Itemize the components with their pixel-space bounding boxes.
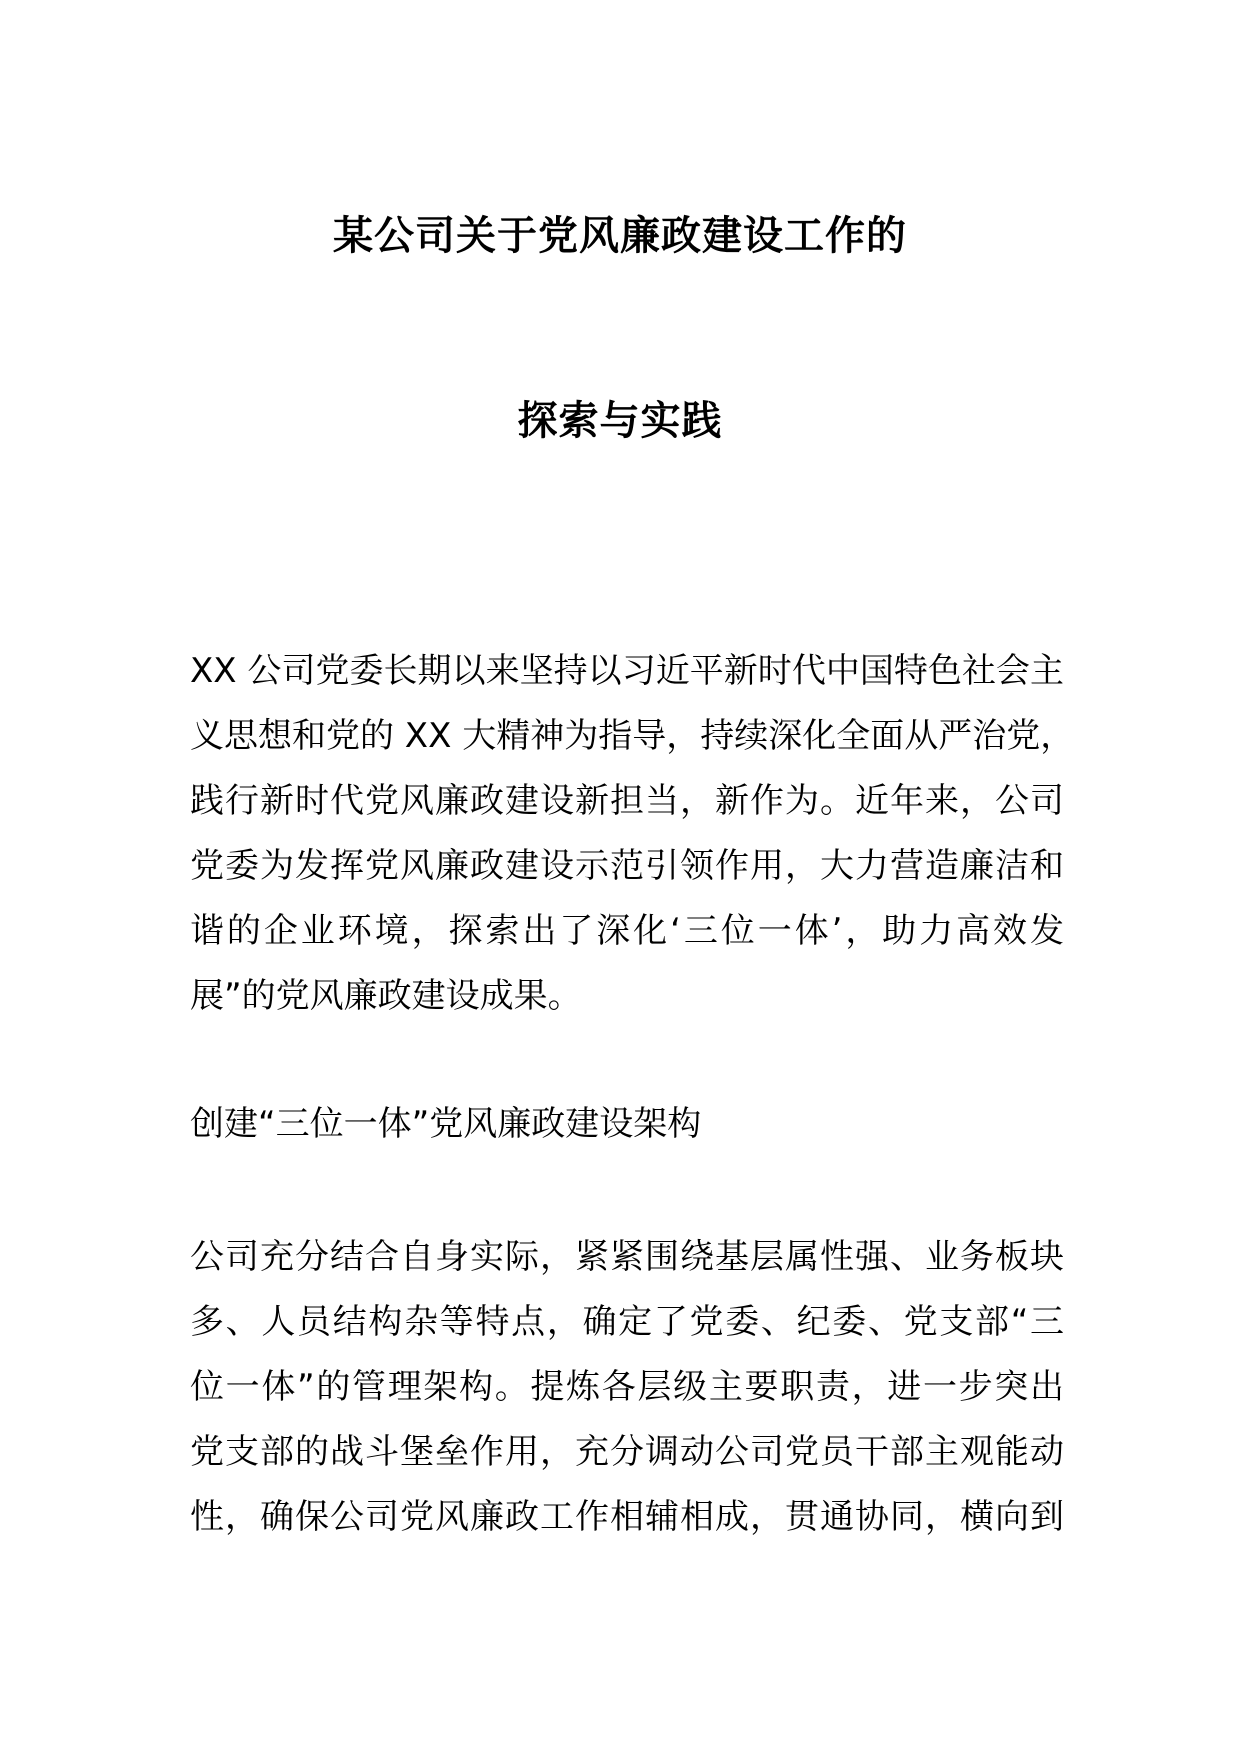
text-line: XX 公司党委长期以来坚持以习近平新时代中国特色社会主 bbox=[190, 651, 1064, 691]
text-line: 党委为发挥党风廉政建设示范引领作用，大力营造廉洁和 bbox=[190, 846, 1064, 886]
document-title-line-1: 某公司关于党风廉政建设工作的 bbox=[333, 213, 907, 259]
text-line: 党支部的战斗堡垒作用，充分调动公司党员干部主观能动 bbox=[190, 1432, 1064, 1472]
paragraph-architecture bbox=[190, 1225, 1064, 1550]
text-line: 谐的企业环境，探索出了深化‘三位一体’，助力高效发 bbox=[190, 911, 1064, 951]
text-line: 义思想和党的 XX 大精神为指导，持续深化全面从严治党， bbox=[190, 716, 1075, 756]
text-line: 位一体”的管理架构。提炼各层级主要职责，进一步突出 bbox=[190, 1367, 1064, 1407]
section-heading: 创建“三位一体”党风廉政建设架构 bbox=[190, 1104, 702, 1144]
text-line: 展”的党风廉政建设成果。 bbox=[190, 976, 582, 1016]
paragraph-intro bbox=[190, 639, 1075, 1029]
text-line: 性，确保公司党风廉政工作相辅相成，贯通协同，横向到 bbox=[190, 1497, 1064, 1537]
text-line: 公司充分结合自身实际，紧紧围绕基层属性强、业务板块 bbox=[190, 1237, 1064, 1277]
document-title-line-2: 探索与实践 bbox=[517, 398, 723, 444]
text-line: 践行新时代党风廉政建设新担当，新作为。近年来，公司 bbox=[190, 781, 1064, 821]
text-line: 多、人员结构杂等特点，确定了党委、纪委、党支部“三 bbox=[190, 1302, 1064, 1342]
